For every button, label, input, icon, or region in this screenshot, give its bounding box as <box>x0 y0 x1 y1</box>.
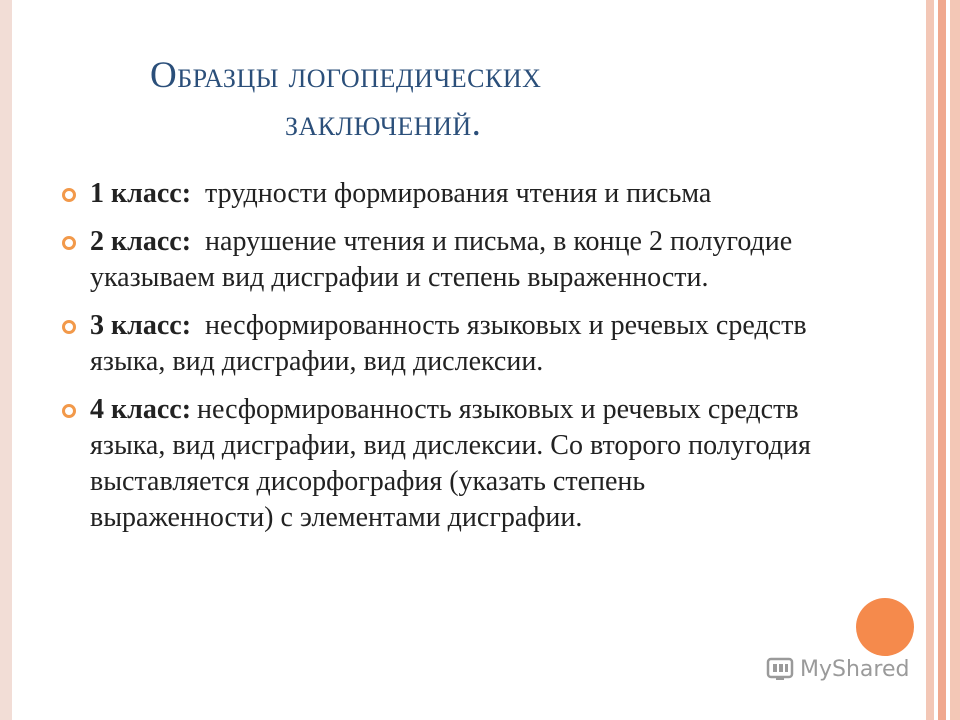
bullet-item-grade-3 <box>62 308 812 380</box>
bullet-item-grade-1 <box>62 176 812 212</box>
grade-label: 1 класс: <box>90 178 192 209</box>
bullet-item-grade-2 <box>62 224 812 296</box>
left-edge-border <box>0 0 12 720</box>
bullet-ring-icon <box>62 188 76 202</box>
bullet-item-grade-4 <box>62 392 812 536</box>
title-line-2: заключений. <box>285 103 482 144</box>
watermark-text: MyShared <box>800 656 910 682</box>
bullet-ring-icon <box>62 320 76 334</box>
bullet-text: трудности формирования чтения и письма <box>205 178 712 209</box>
grade-label: 3 класс: <box>90 310 192 341</box>
grade-label: 2 класс: <box>90 226 192 257</box>
title-line-1: Образцы логопедических <box>150 55 542 96</box>
orange-accent-circle <box>856 598 914 656</box>
myshared-logo-icon <box>766 655 794 683</box>
bullet-text: нарушение чтения и письма, в конце 2 полугодие указываем вид дисграфии и степень выраженности. <box>90 226 793 293</box>
bullet-text: несформированность языковых и речевых средств языка, вид дисграфии, вид дислексии. Со второго полугодия выставляется дисорфография (указать степень выраженности) с элементами дисграфии. <box>90 394 811 533</box>
bullet-list <box>62 176 812 548</box>
myshared-watermark <box>766 655 909 683</box>
slide-title <box>150 52 790 148</box>
bullet-ring-icon <box>62 236 76 250</box>
bullet-ring-icon <box>62 404 76 418</box>
right-decorative-stripes <box>920 0 960 720</box>
grade-label: 4 класс: <box>90 394 192 425</box>
bullet-text: несформированность языковых и речевых средств языка, вид дисграфии, вид дислексии. <box>90 310 807 377</box>
